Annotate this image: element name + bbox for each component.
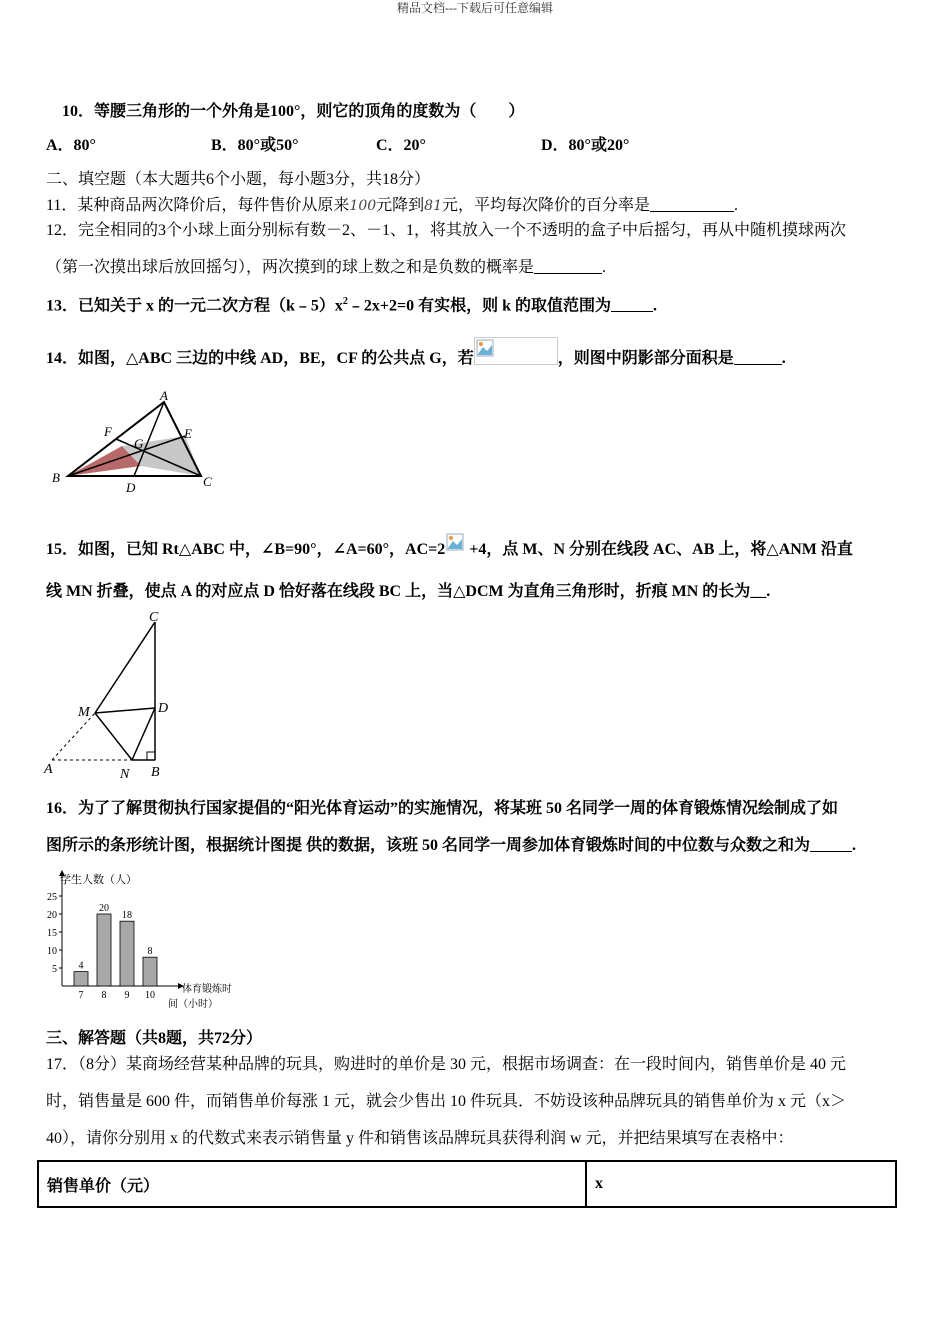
answer-table xyxy=(37,1160,897,1208)
data-label-8: 20 xyxy=(99,903,109,914)
bar-8 xyxy=(97,914,111,986)
table-row xyxy=(38,1161,896,1207)
q10-option-a: A．80° xyxy=(46,137,96,154)
q10-option-b: B．80°或50° xyxy=(211,137,299,154)
broken-image-icon xyxy=(474,337,558,365)
q16-line-1: 16．为了了解贯彻执行国家提倡的“阳光体育运动”的实施情况，将某班 50 名同学一周的体育锻炼情况绘制成了如 xyxy=(46,800,839,817)
q17-line-3: 40），请你分别用 x 的代数式来表示销售量 y 件和销售该品牌玩具获得利润 w 元，并把结果填写在表格中： xyxy=(46,1130,794,1147)
data-label-9: 18 xyxy=(122,910,132,922)
q12-line-2: （第一次摸出球后放回摇匀），两次摸到的球上数之和是负数的概率是 . xyxy=(46,259,607,276)
triangle-medians-figure xyxy=(46,388,226,498)
page-header: 精品文档---下载后可任意编辑 xyxy=(397,1,553,15)
bar-chart xyxy=(40,866,240,1012)
data-label-10: 8 xyxy=(147,946,153,958)
section-2-heading: 二、填空题（本大题共6个小题，每小题3分，共18分） xyxy=(46,171,431,188)
answer-blank xyxy=(534,258,602,274)
q15-line-1: 15．如图，已知 Rt△ABC 中，∠B=90°，∠A=60°，AC=2 +4，点 M、N 分别在线段 AC、AB 上，将△ANM 沿直 xyxy=(46,532,853,560)
broken-image-icon xyxy=(445,532,469,558)
data-label-7: 4 xyxy=(78,960,84,972)
y-tick-label: 15 xyxy=(47,928,57,939)
answer-blank xyxy=(810,836,852,852)
label-B: B xyxy=(151,765,160,780)
y-tick-label: 5 xyxy=(52,964,57,975)
q17-line-2: 时，销售量是 600 件，而销售单价每涨 1 元，就会少售出 10 件玩具．不妨设该种品牌玩具的销售单价为 x 元（x＞ xyxy=(46,1093,847,1110)
q11-value-new: 81 xyxy=(424,198,442,214)
q16-line-2: 图所示的条形统计图，根据统计图提 供的数据，该班 50 名同学一周参加体育锻炼时间的中位数与众数之和为 . xyxy=(46,837,857,854)
section-3-heading: 三、解答题（共8题，共72分） xyxy=(46,1030,263,1047)
answer-blank xyxy=(611,296,653,312)
fold-triangle-figure xyxy=(40,610,190,785)
x-axis-label-1: 体育锻炼时 xyxy=(182,984,232,995)
label-C: C xyxy=(203,474,212,489)
label-M: M xyxy=(78,705,90,720)
label-F: F xyxy=(104,424,112,439)
label-D: D xyxy=(126,480,136,495)
q15-line-2: 线 MN 折叠，使点 A 的对应点 D 恰好落在线段 BC 上，当△DCM 为直角三角形时，折痕 MN 的长为__. xyxy=(46,583,771,600)
label-E: E xyxy=(184,426,192,441)
q12-line-1: 12．完全相同的3个小球上面分别标有数－2、－1、1，将其放入一个不透明的盒子中后摇匀，再从中随机摸球两次 xyxy=(46,222,847,239)
q13-text: 13．已知关于 x 的一元二次方程$(k﹣5)x^2﹣2x+2=0$ 有实根，则 k 的取值范围为 . xyxy=(46,296,658,315)
q10-stem: 10．等腰三角形的一个外角是100°，则它的顶角的度数为（ ） xyxy=(62,103,525,120)
bar-10 xyxy=(143,957,157,986)
label-A: A xyxy=(44,762,53,777)
x-tick-label-10: 10 xyxy=(145,990,155,1001)
q10-option-c: C．20° xyxy=(376,137,426,154)
y-tick-label: 20 xyxy=(47,910,57,921)
label-D: D xyxy=(158,701,169,716)
q14-text: 14．如图，△ABC 三边的中线 AD，BE，CF 的公共点 G，若 ，则图中阴影部分面积是 . xyxy=(46,337,786,369)
q11-value-original: 100 xyxy=(349,198,377,214)
table-cell-label: 销售单价（元） xyxy=(38,1161,586,1207)
y-tick-label: 10 xyxy=(47,946,57,957)
q17-line-1: 17．（8分）某商场经营某种品牌的玩具，购进时的单价是 30 元，根据市场调查：在一段时间内，销售单价是 40 元 xyxy=(46,1056,847,1073)
x-tick-label-7: 7 xyxy=(78,990,84,1001)
label-B: B xyxy=(52,470,60,485)
bar-9 xyxy=(120,921,134,986)
label-C: C xyxy=(149,610,159,625)
label-G: G xyxy=(134,436,144,451)
x-tick-label-8: 8 xyxy=(101,990,107,1001)
y-tick-label: 25 xyxy=(47,892,57,903)
label-N: N xyxy=(120,767,130,782)
y-axis-label: 学生人数（人） xyxy=(60,874,137,886)
label-A: A xyxy=(160,388,168,403)
answer-blank xyxy=(734,349,782,365)
answer-blank xyxy=(650,196,734,212)
q10-option-d: D．80°或20° xyxy=(541,137,630,154)
x-axis-label-2: 间（小时） xyxy=(168,999,218,1010)
x-tick-label-9: 9 xyxy=(124,990,130,1001)
bar-7 xyxy=(74,972,88,986)
q11-text: 11．某种商品两次降价后，每件售价从原来100元降到81元，平均每次降价的百分率是 . xyxy=(46,197,739,214)
table-cell-value: x xyxy=(586,1161,896,1207)
